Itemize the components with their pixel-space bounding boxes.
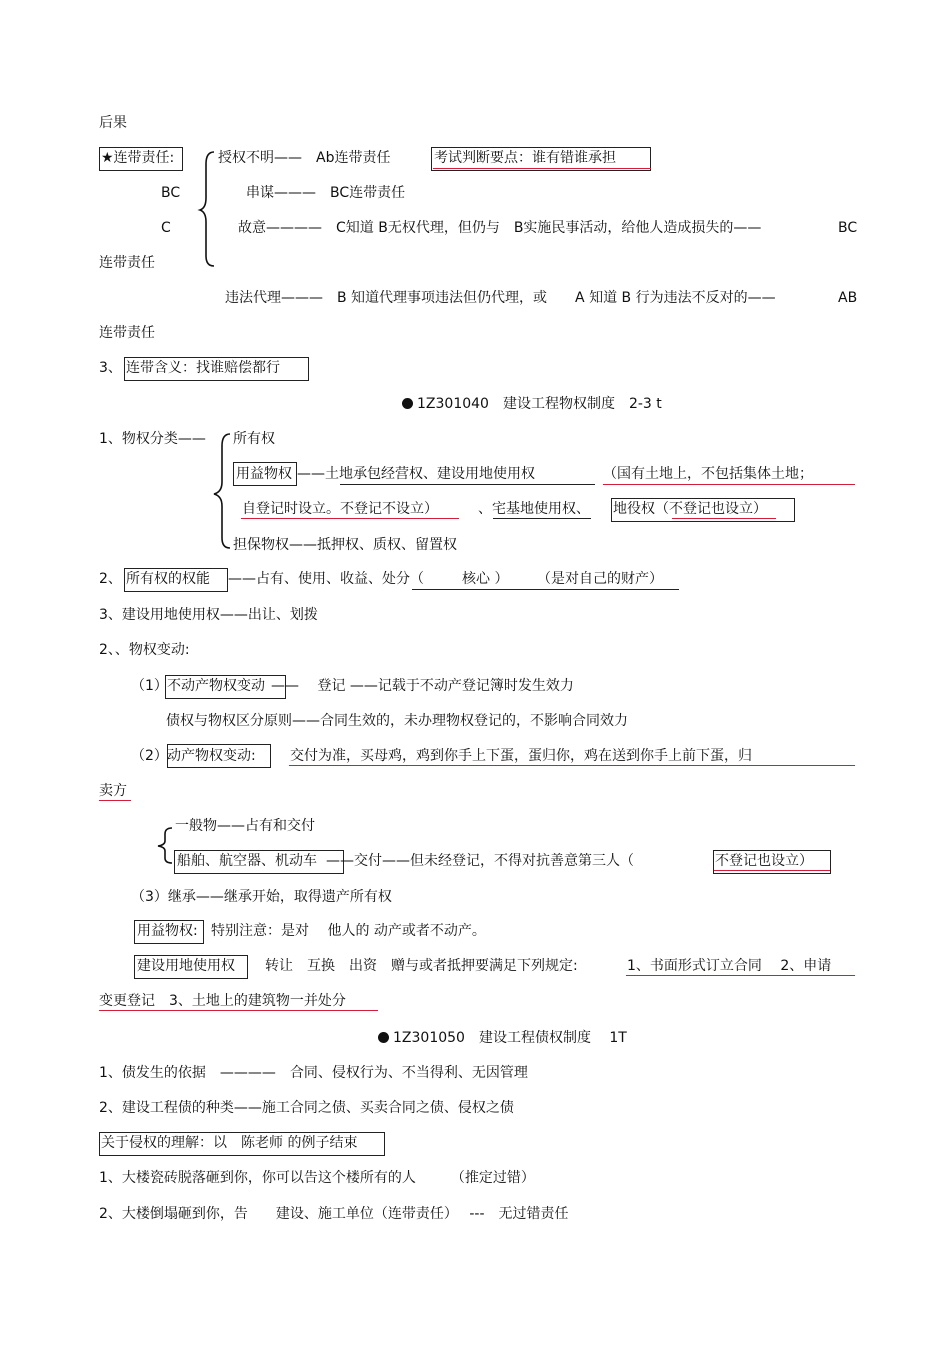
yongyi-text: 用益物权	[236, 466, 292, 482]
zidengji-underline	[241, 518, 459, 519]
zhaiquan-text: 债权与物权区分原则——合同生效的，未办理物权登记的，不影响合同效力	[166, 713, 628, 729]
yy-box-text: 用益物权:	[137, 923, 198, 939]
q2-box-text: 动产物权变动:	[167, 748, 256, 764]
lianbei-text-1: 连带责任	[99, 255, 155, 271]
heading-text: 1Z301040 建设工程物权制度 2-3 t	[417, 396, 662, 412]
r3-text: 1、大楼瓷砖脱落砸到你，你可以告这个楼所有的人 （推定过错）	[99, 1170, 535, 1186]
q1-num: （1）	[131, 678, 168, 694]
yongyi-rest: ——土地承包经营权、建设用地使用权	[297, 466, 535, 482]
js-red-underline	[626, 975, 855, 976]
p4-text: 2、、物权变动:	[99, 642, 190, 658]
suoyouquan-text: 所有权	[233, 431, 275, 447]
js-red-text: 1、书面形式订立合同 2、申请	[627, 958, 832, 974]
q2-rest: 交付为准，买母鸡，鸡到你手上下蛋，蛋归你，鸡在送到你手上前下蛋，归	[290, 748, 752, 764]
js-box-text: 建设用地使用权	[137, 958, 235, 974]
r2-text: 2、建设工程债的种类——施工合同之债、买卖合同之债、侵权之债	[99, 1100, 514, 1116]
zhaiji-underline	[493, 518, 591, 519]
q2-num: （2）	[131, 748, 168, 764]
weifa-ab: AB	[838, 290, 858, 306]
p2-underline	[412, 589, 679, 590]
p3-text: 3、建设用地使用权——出让、划拨	[99, 607, 318, 623]
lianbei-text-2: 连带责任	[99, 325, 155, 341]
bc-label: BC	[161, 185, 181, 201]
heading-text: 1Z301050 建设工程债权制度 1T	[393, 1030, 627, 1046]
yongyi-underline	[340, 484, 595, 485]
bullet-dot-icon	[402, 398, 413, 409]
curly-brace-3	[156, 826, 174, 864]
hexin-text: 核心 ）	[462, 571, 509, 587]
yy-rest: 特别注意：是对 他人的 动产或者不动产。	[211, 923, 486, 939]
biangeng-text: 变更登记 3、土地上的建筑物一并处分	[99, 993, 346, 1009]
guoyou-underline	[603, 484, 855, 485]
zidengji-text: 自登记时设立。不登记不设立）	[242, 501, 438, 517]
weifa-text: 违法代理——— B 知道代理事项违法但仍代理，或 A 知道 B 行为违法不反对的——	[225, 290, 776, 306]
guyi-text: 故意———— C知道 B无权代理，但仍与 B实施民事活动，给他人造成损失的——	[238, 220, 762, 236]
curly-brace-1	[198, 150, 218, 270]
item3-text: 连带含义：找谁赔偿都行	[126, 360, 280, 376]
budengji-text: 不登记也设立）	[715, 853, 813, 869]
kaoshi-text: 考试判断要点：谁有错谁承担	[434, 150, 616, 166]
guanyu-text: 关于侵权的理解：以 陈老师 的例子结束	[101, 1135, 358, 1151]
q1-rest: —— 登记 ——记载于不动产登记簿时发生效力	[271, 678, 574, 694]
r1-text: 1、债发生的依据 ———— 合同、侵权行为、不当得利、无因管理	[99, 1065, 528, 1081]
diyi-text: 地役权（不登记也设立）	[613, 501, 767, 517]
shouquan-text: 授权不明—— Ab连带责任	[218, 150, 391, 166]
yiban-text: 一般物——占有和交付	[175, 818, 315, 834]
r4-text: 2、大楼倒塌砸到你，告 建设、施工单位（连带责任） --- 无过错责任	[99, 1206, 569, 1222]
p2-box-text: 所有权的权能	[126, 571, 210, 587]
diyi-underline	[672, 518, 776, 519]
chuanbo-text: 船舶、航空器、机动车	[177, 853, 317, 869]
section-heading-wuquan	[402, 395, 662, 413]
q2-underline	[289, 765, 855, 766]
item3-num: 3、	[99, 360, 122, 376]
chuanbo-rest: ——交付——但未经登记，不得对抗善意第三人（	[326, 853, 634, 869]
biangeng-underline	[99, 1010, 378, 1011]
section-heading-zhaiquan	[378, 1029, 627, 1047]
p1-label: 1、物权分类——	[99, 431, 206, 447]
kaoshi-underline	[433, 168, 651, 169]
maifang-underline	[99, 800, 131, 801]
guyi-bc: BC	[838, 220, 858, 236]
p2-num: 2、	[99, 571, 122, 587]
chuanmou-text: 串谋——— BC连带责任	[246, 185, 406, 201]
duiziji-text: （是对自己的财产）	[537, 571, 663, 587]
houguo-text: 后果	[99, 115, 127, 131]
curly-brace-2	[212, 432, 232, 552]
q3-text: （3）继承——继承开始，取得遗产所有权	[131, 889, 392, 905]
lianbei-label: ★连带责任:	[101, 150, 175, 166]
p2-rest: ——占有、使用、收益、处分（	[228, 571, 424, 587]
c-label: C	[161, 220, 171, 236]
bullet-dot-icon	[378, 1032, 389, 1043]
js-rest: 转让 互换 出资 赠与或者抵押要满足下列规定:	[265, 958, 578, 974]
danbao-text: 担保物权——抵押权、质权、留置权	[233, 537, 457, 553]
zhaiji-text: 、宅基地使用权、	[478, 501, 590, 517]
budengji-underline	[714, 870, 830, 871]
guoyou-text: （国有土地上，不包括集体土地；	[603, 466, 813, 482]
q1-box-text: 不动产物权变动	[167, 678, 265, 694]
maifang-text: 卖方	[99, 783, 127, 799]
